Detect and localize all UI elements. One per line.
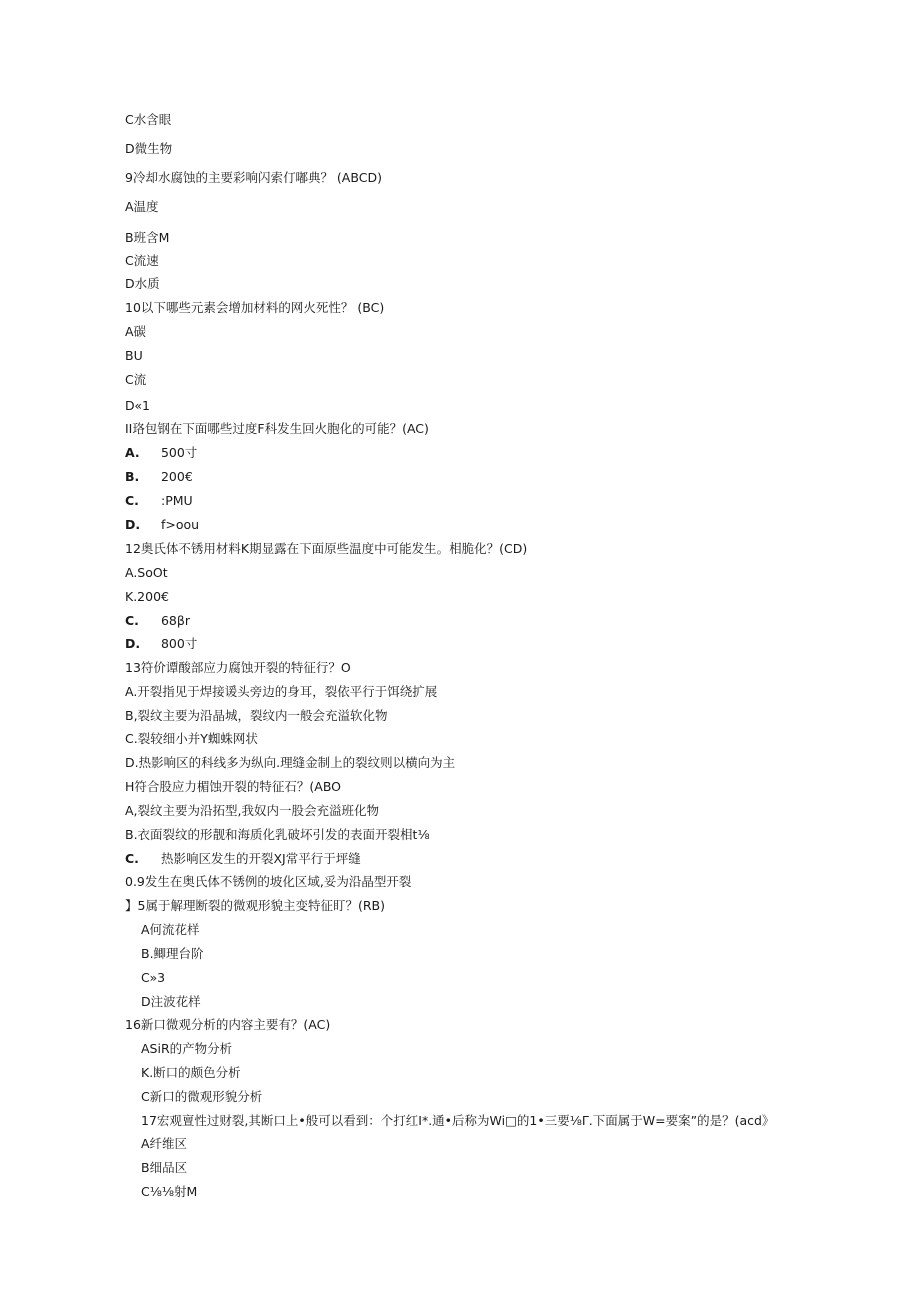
option-text: f>oou xyxy=(160,517,200,532)
option-text: 热影响区发生的开裂XJ常平行于坪缝 xyxy=(160,851,361,866)
text-line: C新口的微观形貌分析 xyxy=(141,1089,263,1104)
text-line: B.鲫理台阶 xyxy=(141,946,204,961)
option-text: 500寸 xyxy=(160,445,198,460)
option-line xyxy=(125,613,190,629)
question-line: 12奥氏体不锈用材料K期显露在下面原些温度中可能发生。相脆化？(CD) xyxy=(125,541,528,556)
text-line: BU xyxy=(125,348,143,363)
text-line: C.裂较细小并Y蜘蛛网状 xyxy=(125,731,258,746)
option-label: A. xyxy=(125,445,140,460)
text-line: B,裂纹主要为沿晶城，裂纹内一般会充溢软化物 xyxy=(125,708,388,723)
option-label: D. xyxy=(125,517,141,532)
text-line: C水含眼 xyxy=(125,112,172,127)
text-line: B班含M xyxy=(125,230,170,245)
option-label: C. xyxy=(125,613,139,628)
option-text: 68βr xyxy=(160,613,191,628)
text-line: D注波花样 xyxy=(141,994,201,1009)
question-line: 9冷却水腐蚀的主要彩响闪索仃嘟典？ (ABCD) xyxy=(125,170,382,185)
question-line: 】5属于解理断裂的微观形貌主变特征盯？(RB) xyxy=(125,898,385,913)
text-line: K.200€ xyxy=(125,589,169,604)
question-line: 17宏观亶性过财裂,其断口上•般可以看到：个打红I*.通•后称为Wi□的1•三要⅛Γ.下面属于W=要案”的是？(acd》 xyxy=(141,1113,775,1128)
option-label: B. xyxy=(125,469,140,484)
option-line xyxy=(125,851,361,867)
option-text: :PMU xyxy=(160,493,193,508)
text-line: D.热影响区的科线多为纵向.理缝金制上的裂纹则以横向为主 xyxy=(125,755,456,770)
option-label: D. xyxy=(125,636,141,651)
text-line: D水质 xyxy=(125,276,160,291)
text-line: B细品区 xyxy=(141,1160,188,1175)
text-line: C流速 xyxy=(125,253,159,268)
text-line: A.开裂指见于焊接谖头旁边的身耳，裂依平行于饵绕扩展 xyxy=(125,684,438,699)
text-line: A纤维区 xyxy=(141,1136,188,1151)
question-line: 16新口微观分析的内容主要有？(AC) xyxy=(125,1017,331,1032)
text-line: ASiR的产物分析 xyxy=(141,1041,233,1056)
text-line: A,裂纹主要为沿拓型,我奴内一股会充溢班化物 xyxy=(125,803,379,818)
text-line: K.断口的颇色分析 xyxy=(141,1065,241,1080)
question-line: II珞包钢在下面哪些过度F科发生回火胞化的可能？(AC) xyxy=(125,421,429,436)
question-line: 13符价谭酸部应力腐蚀开裂的特征行？O xyxy=(125,660,351,675)
text-line: D微生物 xyxy=(125,141,173,156)
text-line: A何流花样 xyxy=(141,922,200,937)
text-line: A温度 xyxy=(125,199,159,214)
text-line: A碳 xyxy=(125,324,147,339)
text-line: B.衣面裂纹的形靓和海质化乳破坏引发的表面开裂相t⅛ xyxy=(125,827,430,842)
option-text: 200€ xyxy=(160,469,193,484)
option-label: C. xyxy=(125,493,139,508)
option-line xyxy=(125,636,197,652)
option-line xyxy=(125,469,193,485)
text-line: C流 xyxy=(125,372,147,387)
option-text: 800寸 xyxy=(160,636,198,651)
text-line: A.SoOt xyxy=(125,565,168,580)
text-line: D«1 xyxy=(125,398,151,413)
option-label: C. xyxy=(125,851,139,866)
question-line: 10以下哪些元素会增加材料的网火死性？ (BC) xyxy=(125,300,385,315)
text-line: C⅛⅛射M xyxy=(141,1184,198,1199)
option-line xyxy=(125,493,193,509)
text-line: C»3 xyxy=(141,970,166,985)
option-line xyxy=(125,445,197,461)
option-line xyxy=(125,517,199,533)
question-line: H符合股应力楣蚀开裂的特征石？(ABO xyxy=(125,779,342,794)
text-line: 0.9发生在奥氏体不锈例的坡化区域,妥为沿晶型开裂 xyxy=(125,874,412,889)
